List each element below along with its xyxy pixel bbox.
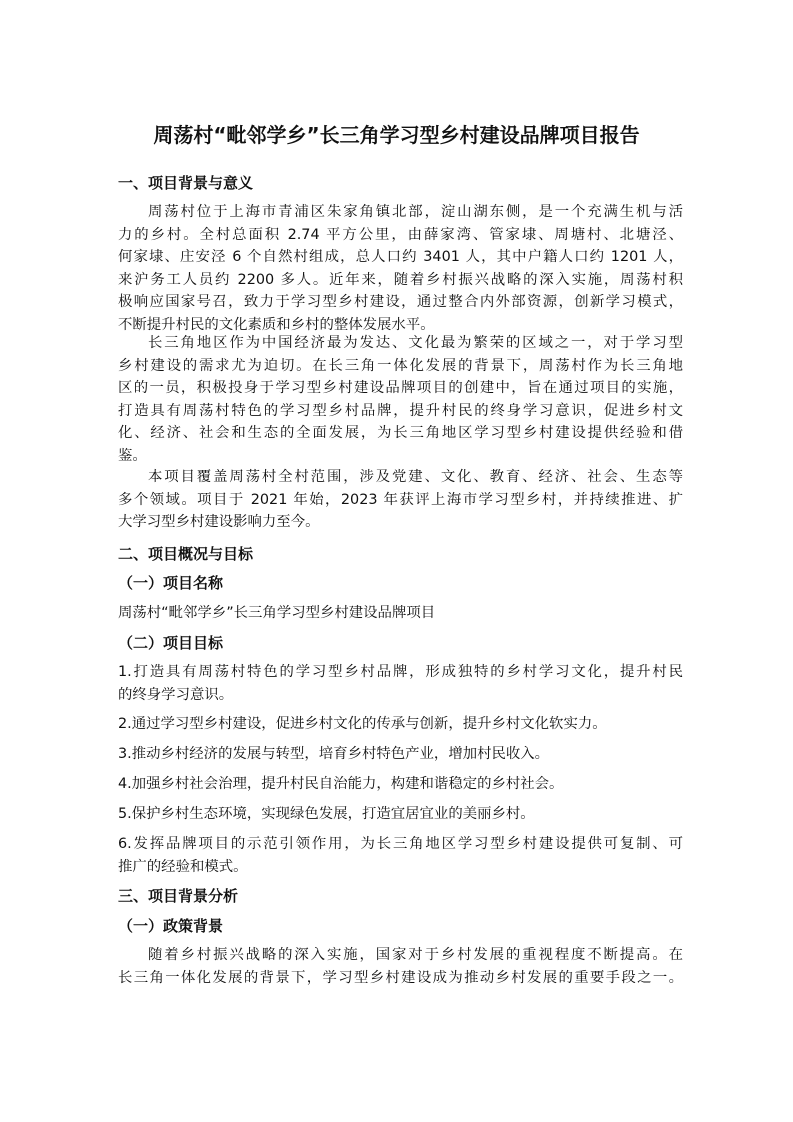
text-line: 推广的经验和模式。 [118,858,248,875]
paragraph-project-scope [118,466,683,534]
paragraph-village-intro [118,201,683,336]
goal-item-5 [118,803,683,826]
goal-item-3 [118,743,683,766]
text-line: 1.打造具有周荡村特色的学习型乡村品牌，形成独特的乡村学习文化，提升村民 [118,664,683,680]
text-line: 周荡村“毗邻学乡”长三角学习型乡村建设品牌项目 [118,605,436,621]
goal-item-4 [118,773,683,796]
goal-item-2 [118,713,683,736]
subsection-heading-policy-background: （一）政策背景 [118,917,224,935]
text-line: 长三角一体化发展的背景下，学习型乡村建设成为推动乡村发展的重要手段之一。 [118,969,683,986]
text-line: 来沪务工人员约 2200 多人。近年来，随着乡村振兴战略的深入实施，周荡村积 [118,271,683,288]
text-line: 鉴。 [118,447,147,464]
text-line: 周荡村位于上海市青浦区朱家角镇北部，淀山湖东侧，是一个充满生机与活 [148,204,683,220]
text-line: 5.保护乡村生态环境，实现绿色发展，打造宜居宜业的美丽乡村。 [118,806,535,822]
text-line: 大学习型乡村建设影响力至今。 [118,514,320,530]
text-line: 随着乡村振兴战略的深入实施，国家对于乡村发展的重视程度不断提高。在 [148,947,683,963]
text-line: 3.推动乡村经济的发展与转型，培育乡村特色产业，增加村民收入。 [118,746,550,762]
text-line: 乡村建设的需求尤为迫切。在长三角一体化发展的背景下，周荡村作为长三角地 [118,357,683,374]
text-line: 化、经济、社会和生态的全面发展，为长三角地区学习型乡村建设提供经验和借 [118,425,683,441]
paragraph-policy-background [118,944,683,989]
paragraph-yangtze-delta [118,332,683,467]
text-line: 何家埭、庄安泾 6 个自然村组成，总人口约 3401 人，其中户籍人口约 1201 人， [118,249,683,265]
text-line: 6.发挥品牌项目的示范引领作用，为长三角地区学习型乡村建设提供可复制、可 [118,836,683,852]
text-line: 力的乡村。全村总面积 2.74 平方公里，由薛家湾、管家埭、周塘村、北塘泾、 [118,226,683,243]
section-heading-background: 一、项目背景与意义 [118,174,254,192]
project-name-text [118,602,683,625]
text-line: 极响应国家号召，致力于学习型乡村建设，通过整合内外部资源，创新学习模式， [118,294,683,310]
text-line: 本项目覆盖周荡村全村范围，涉及党建、文化、教育、经济、社会、生态等 [148,469,683,485]
text-line: 区的一员，积极投身于学习型乡村建设品牌项目的创建中，旨在通过项目的实施， [118,380,683,396]
goal-item-1 [118,661,683,706]
section-heading-background-analysis: 三、项目背景分析 [118,887,239,905]
section-heading-overview: 二、项目概况与目标 [118,545,254,563]
goal-item-6 [118,833,683,878]
text-line: 打造具有周荡村特色的学习型乡村品牌，提升村民的终身学习意识，促进乡村文 [118,402,683,419]
text-line: 2.通过学习型乡村建设，促进乡村文化的传承与创新，提升乡村文化软实力。 [118,716,607,732]
text-line: 多个领域。项目于 2021 年始，2023 年获评上海市学习型乡村，并持续推进、扩 [118,491,683,508]
subsection-heading-project-name: （一）项目名称 [118,574,224,592]
subsection-heading-project-goals: （二）项目目标 [118,634,224,652]
text-line: 不断提升村民的文化素质和乡村的整体发展水平。 [118,316,435,333]
document-title: 周荡村“毗邻学乡”长三角学习型乡村建设品牌项目报告 [153,123,640,147]
text-line: 4.加强乡村社会治理，提升村民自治能力，构建和谐稳定的乡村社会。 [118,776,564,792]
text-line: 的终身学习意识。 [118,686,234,703]
text-line: 长三角地区作为中国经济最为发达、文化最为繁荣的区域之一，对于学习型 [148,335,683,351]
